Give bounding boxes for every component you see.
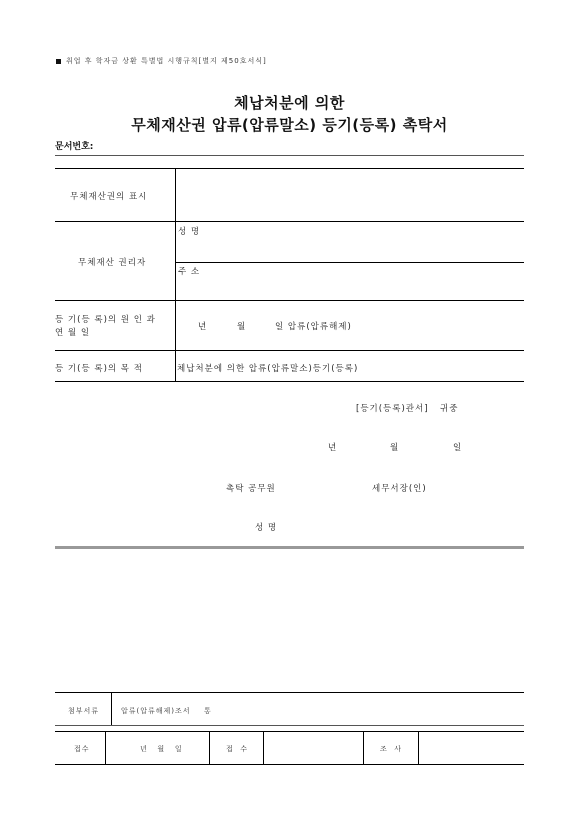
table-row-divider	[55, 221, 524, 222]
footer-bottom-border	[55, 764, 524, 765]
footer-top-border	[55, 692, 524, 693]
bullet-square-icon	[56, 59, 61, 64]
table-top-border	[55, 168, 524, 169]
footer-column-divider	[105, 731, 106, 764]
table-bottom-border	[55, 381, 524, 382]
document-number-label: 문서번호:	[55, 142, 94, 152]
holder-name-label: 성 명	[178, 227, 201, 237]
attachment-unit: 통	[204, 707, 212, 715]
inspection-label: 조 사	[380, 745, 402, 753]
attachment-value: 압류(압류해제)조서	[121, 707, 191, 715]
registration-cause-label: 등 기(등 록)의 원 인 과	[55, 315, 156, 325]
inspection-field[interactable]	[421, 733, 522, 762]
holder-name-field[interactable]	[215, 223, 522, 260]
table-row-divider	[55, 350, 524, 351]
date-year: 년	[328, 443, 338, 453]
intangible-property-label: 무체재산권의 표시	[70, 192, 148, 202]
official-name-label: 성 명	[255, 523, 278, 533]
receipt-number-label: 접 수	[226, 745, 248, 753]
form-title-line2: 무체재산권 압류(압류말소) 등기(등록) 촉탁서	[131, 116, 448, 134]
table-row-divider	[55, 300, 524, 301]
registration-date-label: 연 월 일	[55, 328, 91, 338]
attachment-label: 첨부서류	[68, 707, 100, 715]
receipt-date: 년 월 일	[140, 745, 183, 753]
table-column-divider	[175, 168, 176, 381]
form-rule-reference: 취업 후 학자금 상환 특별법 시행규칙[별지 제50호서식]	[66, 57, 267, 65]
requesting-official-label: 촉탁 공무원	[226, 484, 276, 494]
footer-column-divider	[363, 731, 364, 764]
footer-column-divider	[111, 692, 112, 725]
top-rule	[55, 155, 524, 156]
holder-address-label: 주 소	[178, 267, 201, 277]
footer-column-divider	[263, 731, 264, 764]
registration-purpose-label: 등 기(등 록)의 목 적	[55, 364, 143, 374]
honorific: 귀중	[440, 404, 459, 414]
receipt-label: 접수	[74, 745, 90, 753]
cause-year: 년	[198, 322, 208, 332]
intangible-property-field[interactable]	[178, 170, 522, 219]
cause-day-seizure: 일 압류(압류해제)	[275, 322, 352, 332]
receipt-number-field[interactable]	[266, 733, 361, 762]
form-title-line1: 체납처분에 의한	[234, 94, 345, 112]
registry-office: [등기(등록)관서]	[356, 404, 429, 414]
date-day: 일	[453, 443, 463, 453]
table-row-divider	[176, 262, 524, 263]
tax-office-head-seal: 세무서장(인)	[372, 484, 427, 494]
date-month: 월	[390, 443, 400, 453]
cause-month: 월	[237, 322, 247, 332]
registration-purpose-value: 체납처분에 의한 압류(압류말소)등기(등록)	[177, 364, 359, 374]
footer-divider	[55, 725, 524, 726]
footer-divider	[55, 731, 524, 732]
section-divider	[55, 546, 524, 549]
footer-column-divider	[209, 731, 210, 764]
footer-column-divider	[418, 731, 419, 764]
holder-address-field[interactable]	[215, 264, 522, 298]
right-holder-label: 무체재산 권리자	[78, 258, 147, 268]
